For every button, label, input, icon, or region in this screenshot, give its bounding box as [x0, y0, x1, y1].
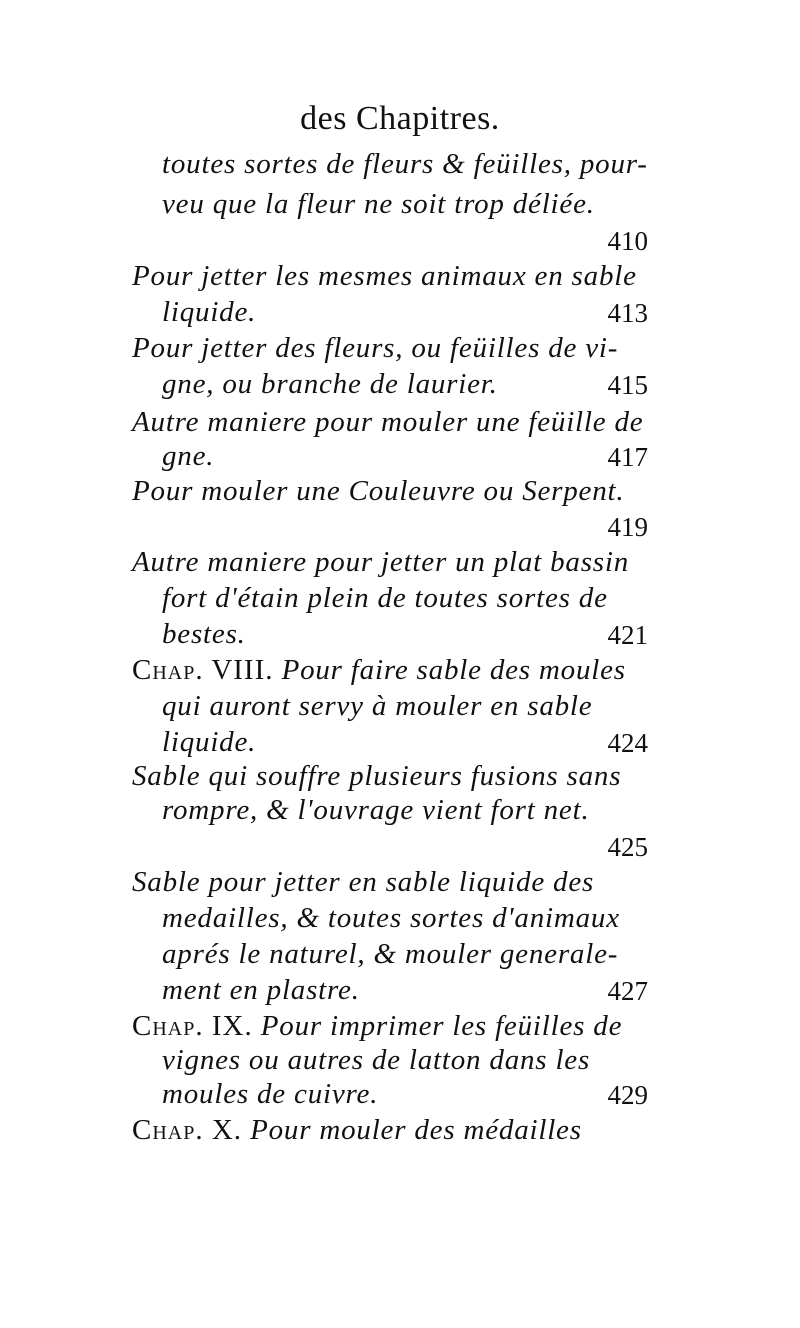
entry-line: liquide.	[162, 726, 257, 758]
entry-line: moules de cuivre.	[162, 1078, 379, 1110]
chapter-label: Chap. X.	[132, 1114, 243, 1146]
entry-line: bestes.	[162, 618, 246, 650]
entry-line: Autre maniere pour mouler une feüille de	[132, 406, 644, 438]
entry-line: Autre maniere pour jetter un plat bassin	[132, 546, 630, 578]
entry-line: fort d'étain plein de toutes sortes de	[162, 582, 608, 614]
entry-line: aprés le naturel, & mouler generale-	[162, 938, 619, 970]
entry-line	[132, 1012, 622, 1041]
running-header: des Chapitres.	[300, 100, 500, 137]
chapter-title: Pour mouler des médailles	[250, 1114, 582, 1146]
page-number: 427	[607, 976, 648, 1006]
page-number: 421	[607, 620, 648, 650]
entry-line: Sable pour jetter en sable liquide des	[132, 866, 595, 898]
page-number: 415	[607, 370, 648, 400]
entry-line: Pour jetter des fleurs, ou feüilles de vi-	[132, 332, 619, 364]
chapter-title: Pour imprimer les feüilles de	[260, 1010, 623, 1042]
entry-line: toutes sortes de fleurs & feüilles, pour-	[162, 148, 648, 180]
page-number: 425	[607, 832, 648, 862]
entry-line: Sable qui souffre plusieurs fusions sans	[132, 760, 622, 792]
entry-line: Pour mouler une Couleuvre ou Serpent.	[132, 475, 625, 507]
page-number: 410	[607, 226, 648, 256]
page-number: 417	[607, 442, 648, 472]
chapter-label: Chap. IX.	[132, 1010, 253, 1042]
chapter-label: Chap. VIII.	[132, 654, 274, 686]
entry-line: gne, ou branche de laurier.	[162, 368, 498, 400]
entry-line: Pour jetter les mesmes animaux en sable	[132, 260, 637, 292]
page-number: 413	[607, 298, 648, 328]
entry-line: veu que la fleur ne soit trop déliée.	[162, 188, 595, 220]
page-number: 429	[607, 1080, 648, 1110]
page-number: 424	[607, 728, 648, 758]
entry-line	[132, 1116, 582, 1145]
entry-line: qui auront servy à mouler en sable	[162, 690, 593, 722]
entry-line: liquide.	[162, 296, 257, 328]
entry-line: rompre, & l'ouvrage vient fort net.	[162, 794, 590, 826]
chapter-title: Pour faire sable des moules	[281, 654, 626, 686]
page-number: 419	[607, 512, 648, 542]
entry-line: gne.	[162, 440, 215, 472]
entry-line: medailles, & toutes sortes d'animaux	[162, 902, 620, 934]
entry-line: ment en plastre.	[162, 974, 360, 1006]
entry-line: vignes ou autres de latton dans les	[162, 1044, 591, 1076]
entry-line	[132, 656, 626, 685]
